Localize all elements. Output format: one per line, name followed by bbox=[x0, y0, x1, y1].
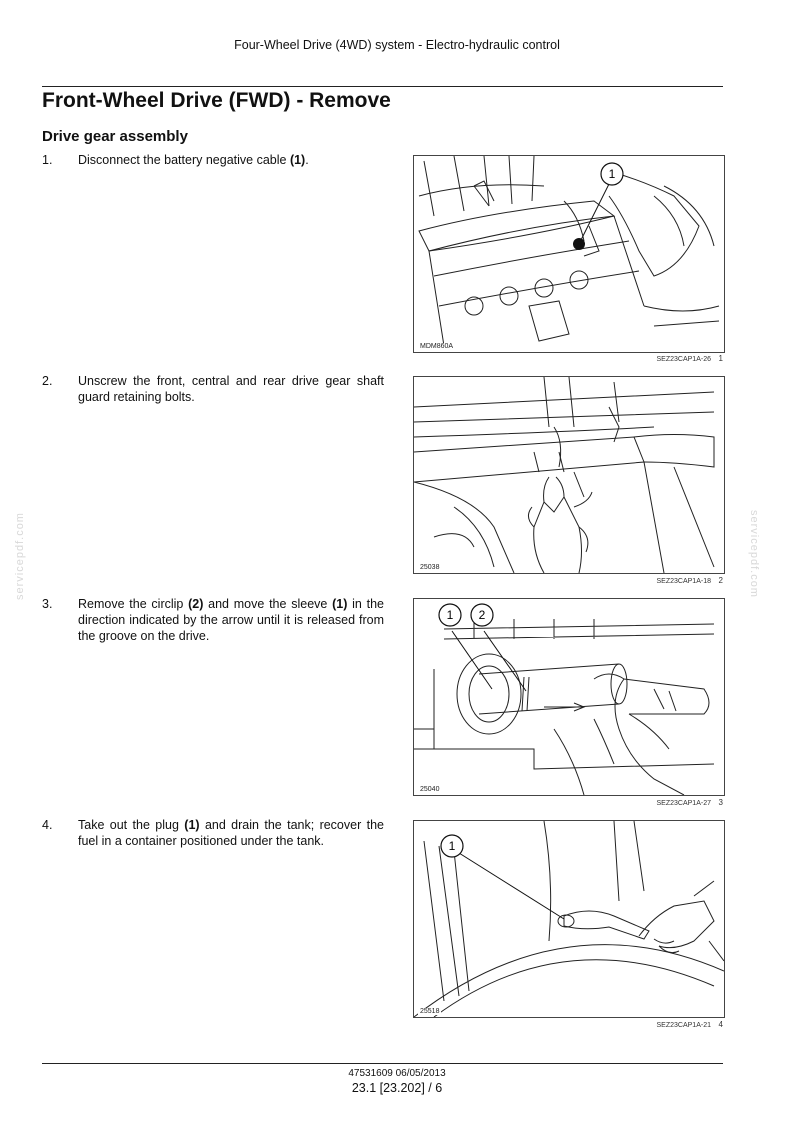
step-number: 3. bbox=[42, 597, 53, 611]
circlip-illustration bbox=[414, 599, 724, 795]
step-number: 2. bbox=[42, 374, 53, 388]
figure-2-caption: SEZ23CAP1A-18 2 bbox=[656, 576, 723, 585]
callout-label: 1 bbox=[446, 608, 454, 622]
watermark-right: servicepdf.com bbox=[748, 510, 760, 598]
figure-3-circlip bbox=[413, 598, 725, 796]
step-3 bbox=[42, 596, 384, 644]
figure-id: 25518 bbox=[420, 1008, 440, 1015]
figure-id: MDM860A bbox=[420, 343, 454, 350]
tank-plug-illustration bbox=[414, 821, 724, 1017]
page-header: Four-Wheel Drive (4WD) system - Electro-hydraulic control bbox=[234, 38, 560, 52]
page-title: Front-Wheel Drive (FWD) - Remove bbox=[42, 89, 391, 112]
step-text: Unscrew the front, central and rear drive gear shaft guard retaining bolts. bbox=[78, 374, 384, 404]
figure-id: 25040 bbox=[420, 786, 440, 793]
step-text: Remove the circlip (2) and move the sleeve (1) in the direction indicated by the arrow until it is released from the groove on the drive. bbox=[78, 597, 384, 643]
footer-rule bbox=[42, 1063, 723, 1064]
footer-doc-code: 47531609 06/05/2013 bbox=[348, 1068, 446, 1079]
step-text: Disconnect the battery negative cable (1). bbox=[78, 153, 309, 167]
step-text: Take out the plug (1) and drain the tank; recover the fuel in a container positioned under the tank. bbox=[78, 818, 385, 848]
figure-2-shaft-guard bbox=[413, 376, 725, 574]
callout-label: 2 bbox=[478, 608, 486, 622]
step-number: 4. bbox=[42, 818, 53, 832]
figure-1-battery bbox=[413, 155, 725, 353]
callout-label: 1 bbox=[608, 167, 616, 181]
figure-1-caption: SEZ23CAP1A-26 1 bbox=[656, 354, 723, 363]
figure-4-tank-plug bbox=[413, 820, 725, 1018]
callout-label: 1 bbox=[448, 839, 456, 853]
step-1 bbox=[42, 152, 384, 168]
figure-3-caption: SEZ23CAP1A-27 3 bbox=[656, 798, 723, 807]
figure-4-caption: SEZ23CAP1A-21 4 bbox=[656, 1020, 723, 1029]
footer-page-number: 23.1 [23.202] / 6 bbox=[351, 1081, 443, 1095]
figure-id: 25038 bbox=[420, 564, 440, 571]
battery-illustration bbox=[414, 156, 724, 352]
step-number: 1. bbox=[42, 153, 53, 167]
step-2 bbox=[42, 373, 384, 405]
shaft-guard-illustration bbox=[414, 377, 724, 573]
watermark-left: servicepdf.com bbox=[14, 512, 26, 600]
section-subtitle: Drive gear assembly bbox=[42, 128, 188, 145]
header-rule bbox=[42, 86, 723, 87]
step-4 bbox=[42, 817, 384, 849]
